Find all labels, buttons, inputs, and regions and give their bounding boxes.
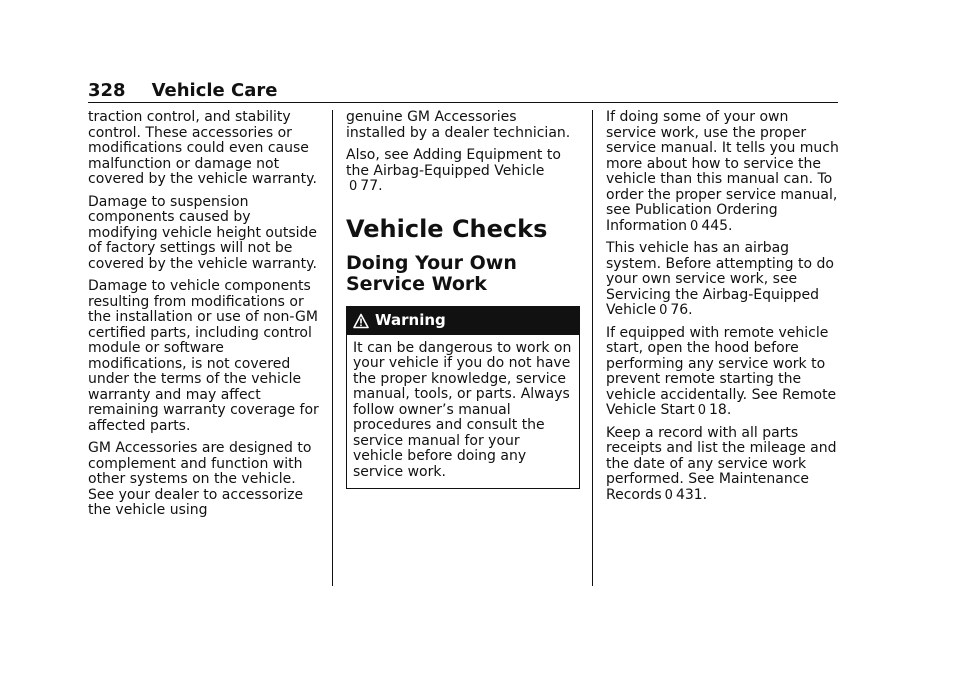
page-ref-symbol: 0 <box>690 218 699 234</box>
page-ref-symbol: 0 <box>349 179 358 194</box>
page-ref-link[interactable]: 77. <box>360 178 383 194</box>
paragraph: traction control, and stability control. These accessories or modifications could even cause malfunction or damage not covered by the vehicle warranty. <box>88 109 317 187</box>
paragraph-text: Also, see Adding Equipment to the Airbag-Equipped Vehicle <box>346 147 561 179</box>
column-1 <box>88 110 324 526</box>
column-divider <box>592 110 593 586</box>
page-ref-symbol: 0 <box>664 487 673 503</box>
paragraph <box>606 110 842 234</box>
page-header <box>88 80 838 101</box>
warning-box <box>346 306 580 490</box>
page-ref-link[interactable]: 18. <box>709 402 732 418</box>
paragraph <box>606 326 842 419</box>
paragraph-text: If doing some of your own service work, use the proper service manual. It tells you much more about how to service the vehicle than this manual can. To order the proper service manual, see Publication Ordering Information <box>606 109 839 234</box>
warning-text: It can be dangerous to work on your vehicle if you do not have the proper knowledge, service manual, tools, or parts. Always follow owner’s manual procedures and consult the service manual for your vehicle before doing any service work. <box>353 339 572 480</box>
paragraph: GM Accessories are designed to complement and function with other systems on the vehicle. See your dealer to accessorize the vehicle using <box>88 440 312 518</box>
column-3 <box>606 110 842 510</box>
column-divider <box>332 110 333 586</box>
column-2 <box>346 110 580 489</box>
page-ref-symbol: 0 <box>659 303 668 318</box>
header-rule <box>88 102 838 103</box>
page-ref-link[interactable]: 445. <box>701 217 733 234</box>
paragraph-text: If equipped with remote vehicle start, open the hood before performing any service work to prevent remote starting the vehicle accidentally. See Remote Vehicle Start <box>606 324 837 418</box>
paragraph: Damage to vehicle components resulting from modifications or the installation or use of non-GM certified parts, including control module or software modifications, is not covered under the terms of the vehicle warranty and may affect remaining warranty coverage for affected parts. <box>88 278 319 434</box>
paragraph <box>346 148 580 195</box>
page-ref-link[interactable]: 431. <box>675 486 708 503</box>
paragraph-text: This vehicle has an airbag system. Before attempting to do your own service work, see Servicing the Airbag-Equipped Vehicle <box>606 240 834 318</box>
page-ref-link[interactable]: 76. <box>670 302 693 318</box>
warning-title: Warning <box>375 310 446 329</box>
heading-vehicle-checks: Vehicle Checks <box>346 214 548 243</box>
page-ref-symbol: 0 <box>697 403 706 418</box>
paragraph <box>606 241 842 319</box>
page-number: 328 <box>88 80 126 101</box>
warning-header <box>347 307 579 335</box>
warning-triangle-icon <box>353 313 369 329</box>
paragraph: Damage to suspension components caused by modifying vehicle height outside of factory settings will not be covered by the vehicle warranty. <box>88 193 318 272</box>
paragraph-text: Keep a record with all parts receipts and list the mileage and the date of any service work performed. See Maintenance Records <box>606 424 837 503</box>
heading-doing-your-own-service-work: Doing Your Own Service Work <box>346 251 517 295</box>
paragraph <box>606 426 842 504</box>
paragraph: genuine GM Accessories installed by a dealer technician. <box>346 109 571 141</box>
section-title: Vehicle Care <box>151 80 278 101</box>
